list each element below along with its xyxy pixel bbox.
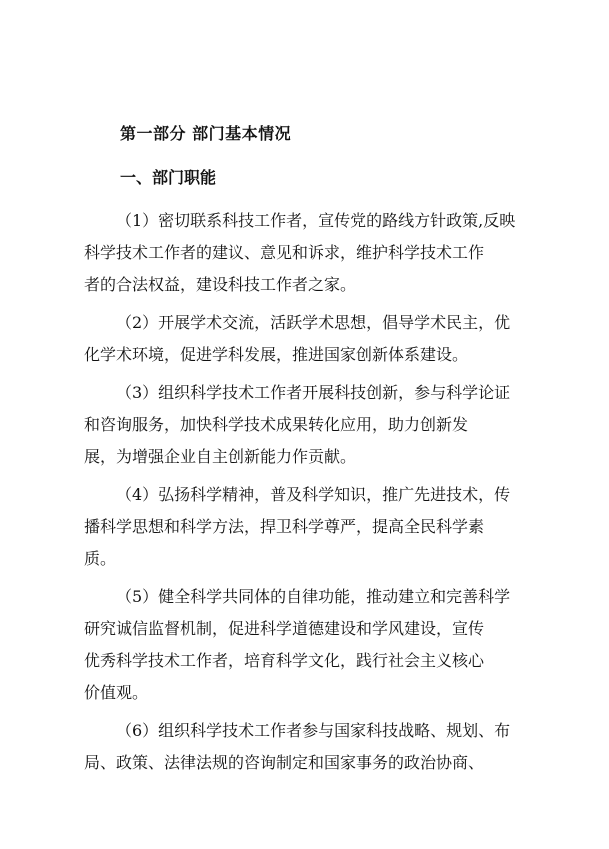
paragraph-line: 者的合法权益，建设科技工作者之家。 [84, 275, 357, 294]
paragraph-line: 局、政策、法律法规的咨询制定和国家事务的政治协商、 [84, 753, 485, 772]
body-text [84, 205, 524, 785]
paragraph-line: 科学技术工作者的建议、意见和诉求，维护科学技术工作 [84, 243, 485, 262]
paragraph-line: （3）组织科学技术工作者开展科技创新，参与科学论证 [116, 383, 511, 402]
paragraph-1 [84, 205, 524, 301]
part-title: 第一部分 部门基本情况 [120, 124, 292, 143]
paragraph-line: 化学术环境，促进学科发展，推进国家创新体系建设。 [84, 345, 469, 364]
paragraph-line: 研究诚信监督机制，促进科学道德建设和学风建设，宣传 [84, 619, 485, 638]
paragraph-line: （1）密切联系科技工作者，宣传党的路线方针政策,反映 [116, 211, 516, 230]
paragraph-line: （5）健全科学共同体的自律功能，推动建立和完善科学 [116, 587, 511, 606]
paragraph-line: 质。 [84, 549, 117, 568]
paragraph-line: 播科学思想和科学方法，捍卫科学尊严，提高全民科学素 [84, 517, 485, 536]
paragraph-line: （2）开展学术交流，活跃学术思想，倡导学术民主，优 [116, 313, 511, 332]
paragraph-2 [84, 307, 524, 371]
paragraph-line: 优秀科学技术工作者，培育科学文化，践行社会主义核心 [84, 651, 485, 670]
paragraph-3 [84, 377, 524, 473]
paragraph-line: 和咨询服务，加快科学技术成果转化应用，助力创新发 [84, 415, 469, 434]
paragraph-line: （6）组织科学技术工作者参与国家科技战略、规划、布 [116, 721, 511, 740]
paragraph-line: （4）弘扬科学精神，普及科学知识，推广先进技术，传 [116, 485, 511, 504]
section-heading: 一、部门职能 [120, 168, 217, 187]
paragraph-line: 价值观。 [84, 683, 149, 702]
paragraph-6 [84, 715, 524, 779]
paragraph-5 [84, 581, 524, 709]
paragraph-4 [84, 479, 524, 575]
paragraph-line: 展，为增强企业自主创新能力作贡献。 [84, 447, 357, 466]
